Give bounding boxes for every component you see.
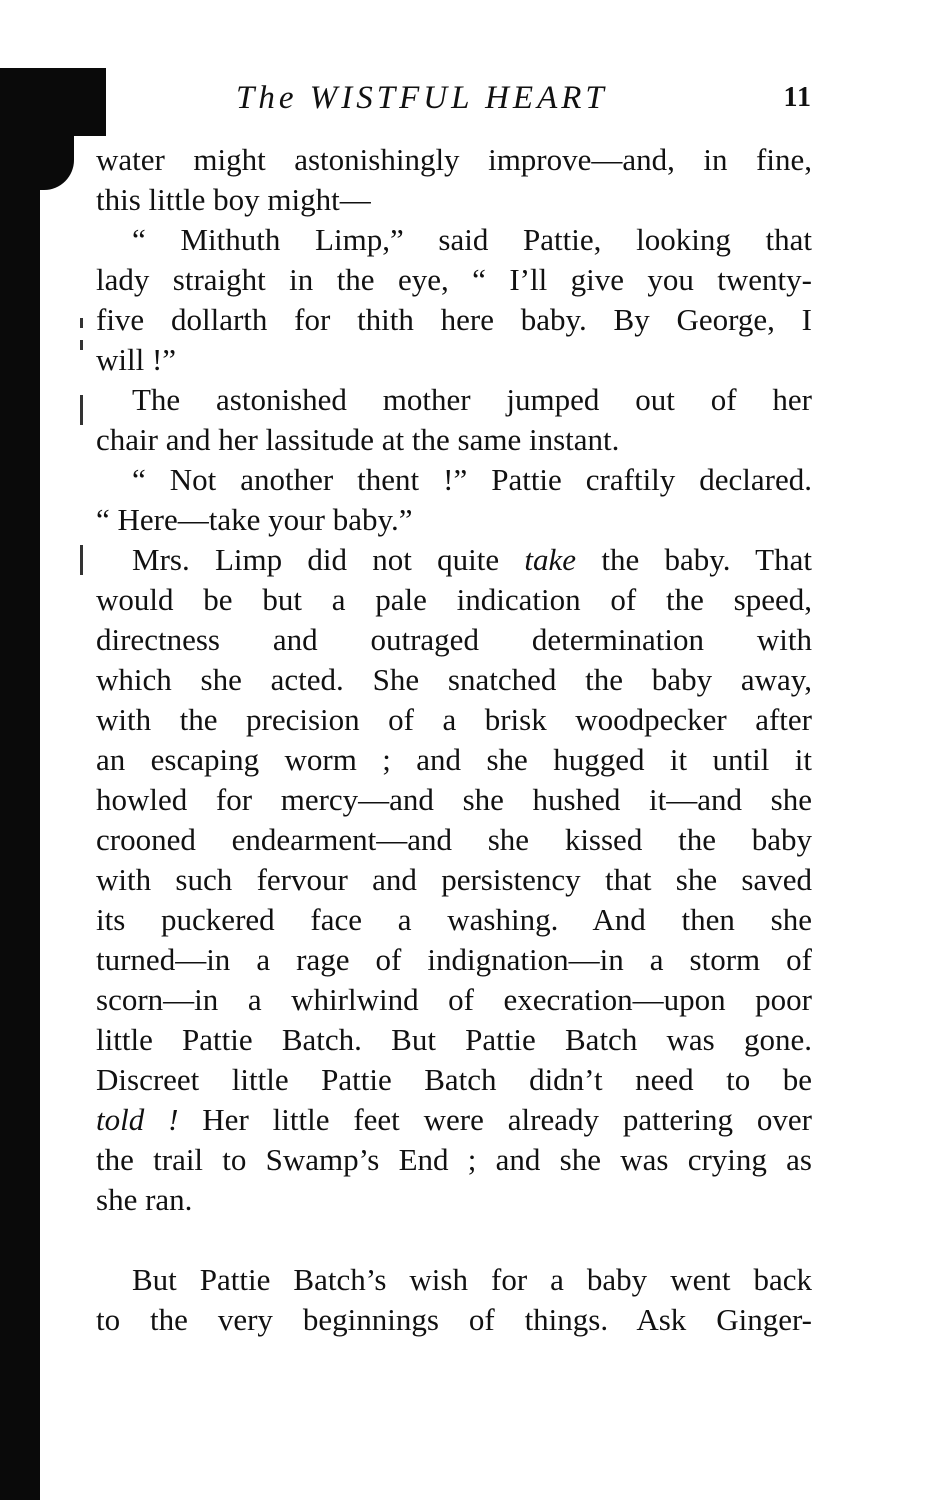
text-line: “ Not another thent !” Pattie craftily declared.	[132, 462, 812, 497]
text-line: chair and her lassitude at the same instant.	[96, 422, 620, 457]
text-line: lady straight in the eye, “ I’ll give you twenty-	[96, 262, 812, 297]
body-text	[96, 140, 812, 1340]
text-line: this little boy might—	[96, 182, 371, 217]
page-number: 11	[783, 82, 812, 113]
page-binding-shadow	[0, 68, 40, 1500]
text-run: Her little feet were already pattering over	[178, 1102, 812, 1137]
text-line: five dollarth for thith here baby. By George, I	[96, 302, 812, 337]
text-line: would be but a pale indication of the speed,	[96, 582, 812, 617]
text-line: Discreet little Pattie Batch didn’t need to be	[96, 1062, 812, 1097]
text-line	[96, 1100, 812, 1140]
text-line: “ Here—take your baby.”	[96, 502, 413, 537]
page-binding-shadow-curve	[36, 130, 74, 190]
text-run: Mrs. Limp did not quite	[132, 542, 525, 577]
margin-mark	[80, 395, 83, 425]
margin-mark	[80, 318, 83, 328]
text-line: water might astonishingly improve—and, in fine,	[96, 142, 812, 177]
text-line: crooned endearment—and she kissed the baby	[96, 822, 812, 857]
text-line: to the very beginnings of things. Ask Ginger-	[96, 1302, 812, 1337]
text-line: she ran.	[96, 1182, 193, 1217]
text-line: will !”	[96, 342, 177, 377]
text-line: little Pattie Batch. But Pattie Batch was gone.	[96, 1022, 812, 1057]
text-line: with such fervour and persistency that she saved	[96, 862, 812, 897]
text-line: which she acted. She snatched the baby away,	[96, 662, 812, 697]
italic-emphasis: told !	[96, 1102, 179, 1137]
margin-mark	[80, 545, 83, 575]
italic-emphasis: take	[524, 542, 577, 577]
text-line: an escaping worm ; and she hugged it until it	[96, 742, 812, 777]
text-line: turned—in a rage of indignation—in a storm of	[96, 942, 812, 977]
margin-mark	[80, 340, 83, 350]
text-run: the baby. That	[576, 542, 812, 577]
text-line: directness and outraged determination with	[96, 622, 812, 657]
text-line: the trail to Swamp’s End ; and she was crying as	[96, 1142, 812, 1177]
text-line: “ Mithuth Limp,” said Pattie, looking that	[132, 222, 812, 257]
text-line	[96, 540, 812, 580]
text-line: scorn—in a whirlwind of execration—upon poor	[96, 982, 812, 1017]
text-line: with the precision of a brisk woodpecker after	[96, 702, 812, 737]
text-line: But Pattie Batch’s wish for a baby went back	[132, 1262, 812, 1297]
running-head	[96, 80, 812, 120]
paragraph-break	[96, 1220, 812, 1260]
text-line: its puckered face a washing. And then she	[96, 902, 812, 937]
text-line: The astonished mother jumped out of her	[132, 382, 812, 417]
running-title: The WISTFUL HEART	[236, 80, 608, 116]
text-line: howled for mercy—and she hushed it—and she	[96, 782, 812, 817]
